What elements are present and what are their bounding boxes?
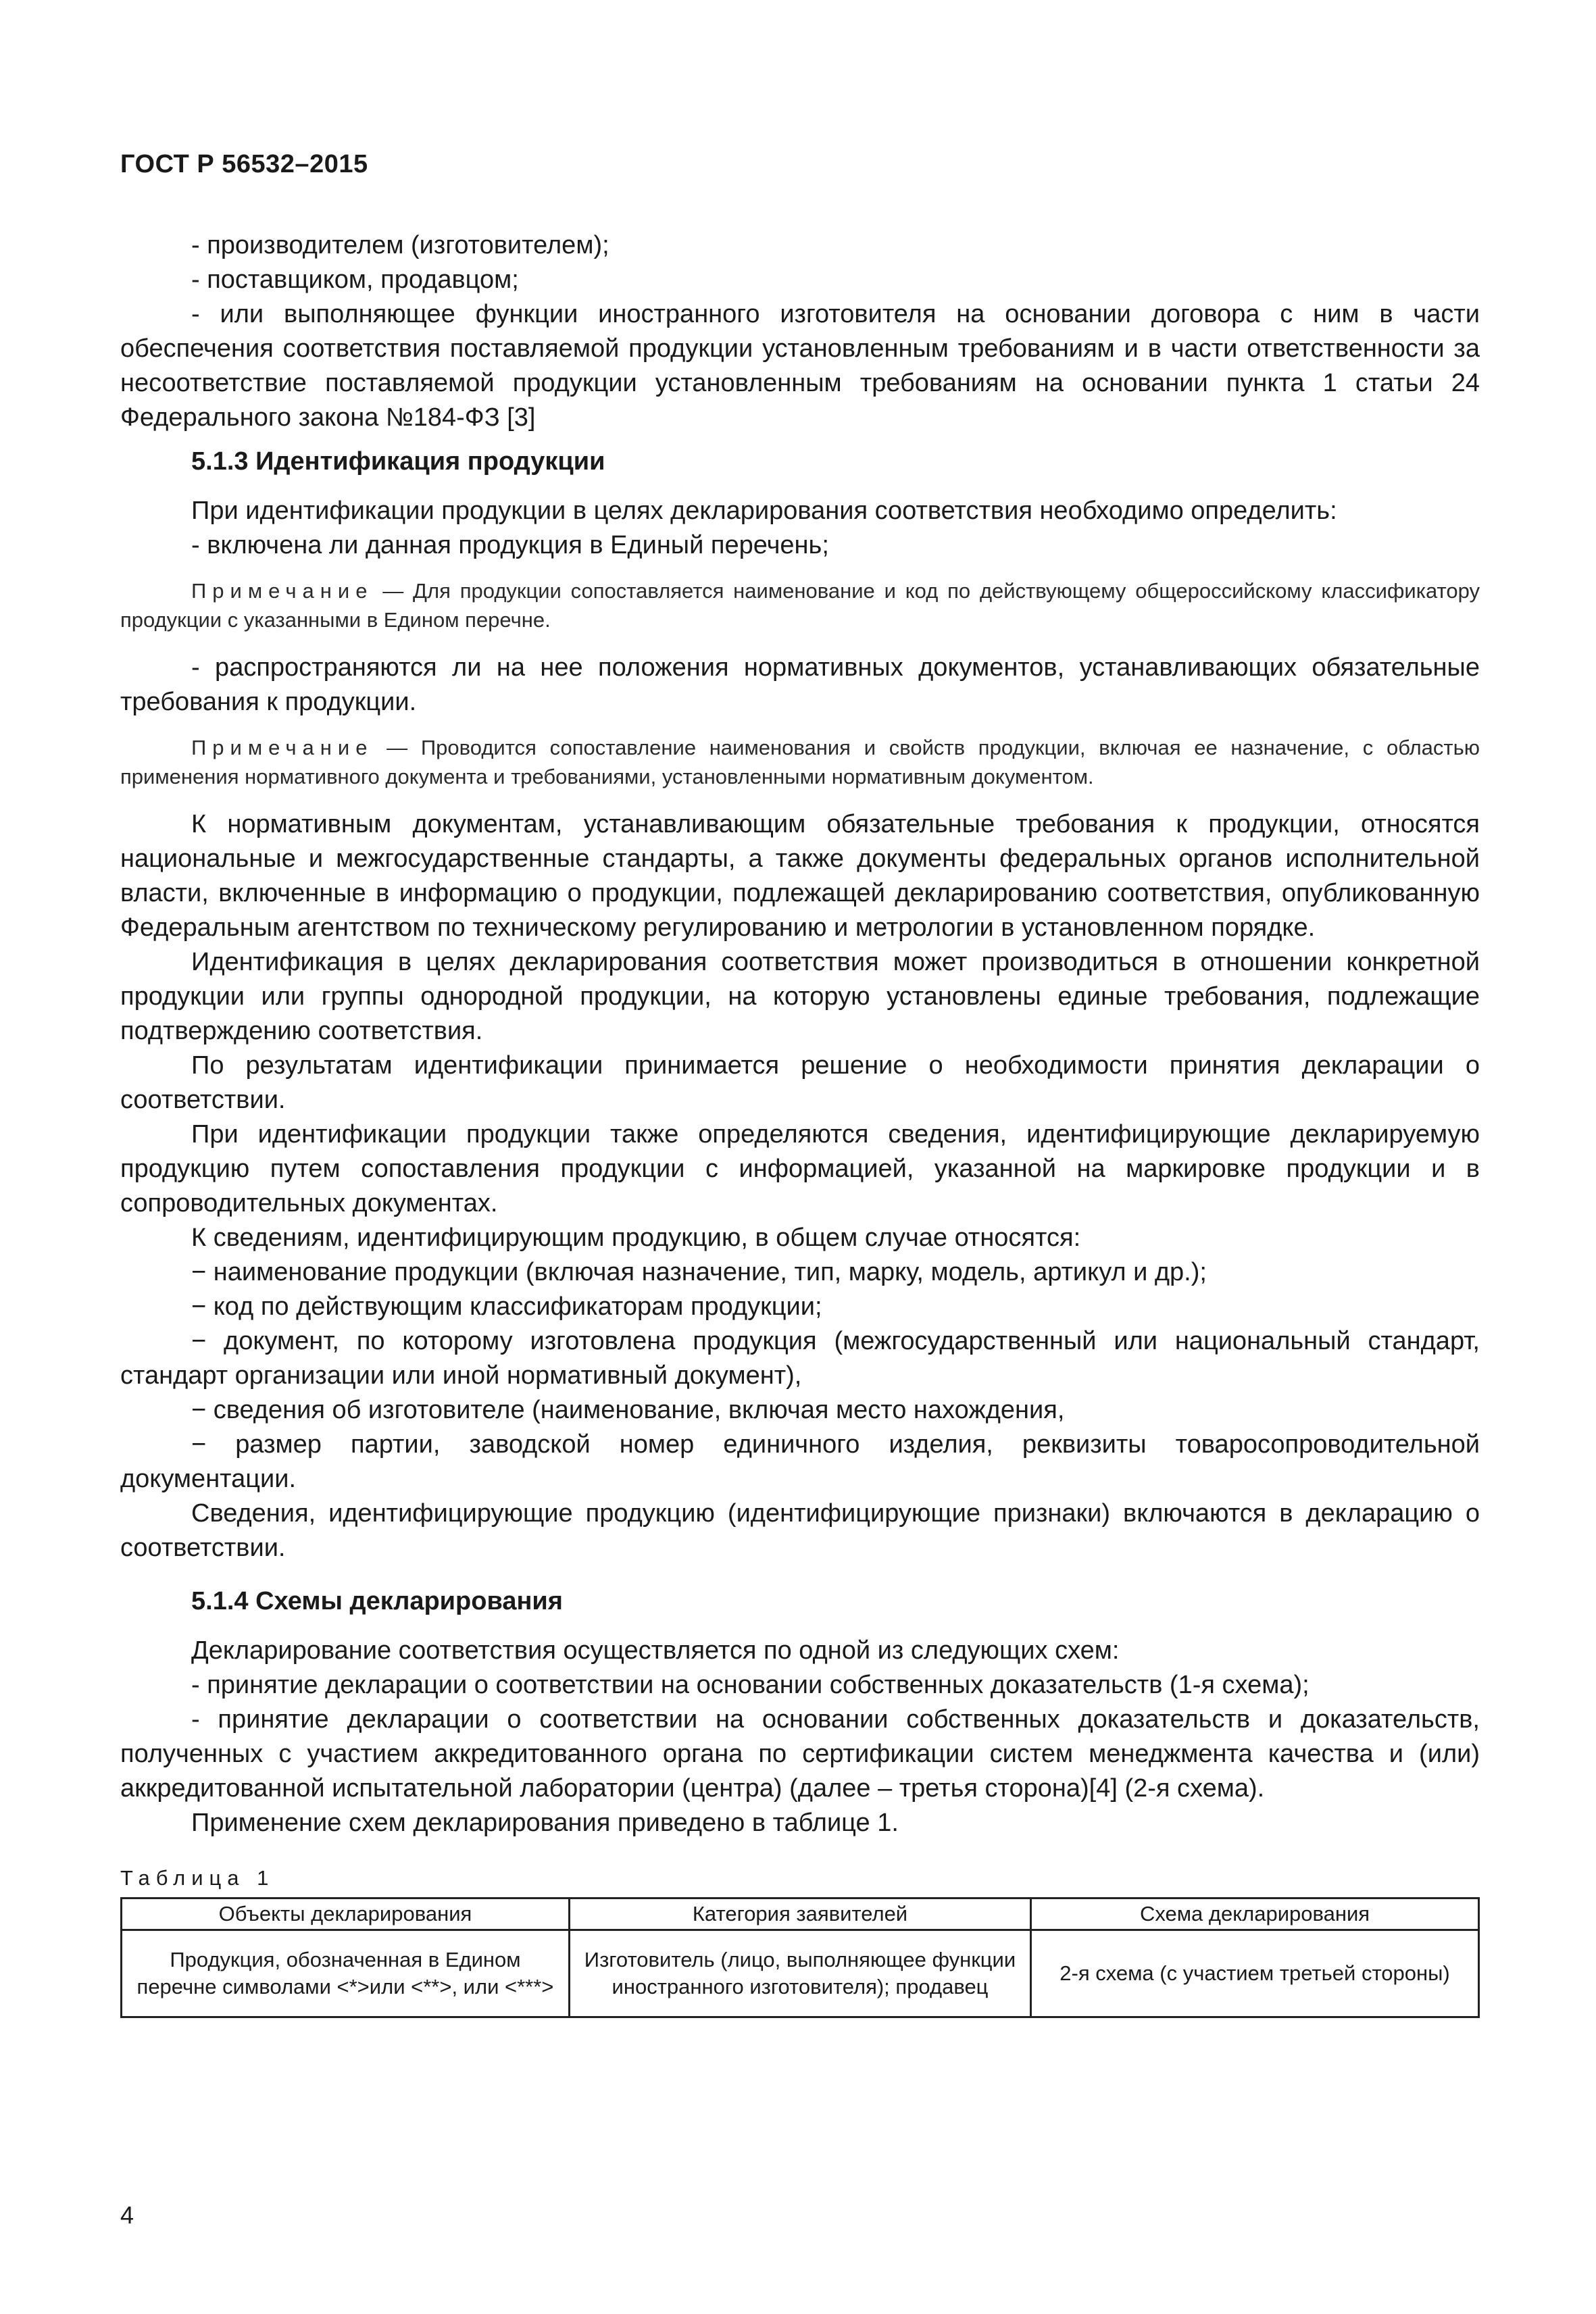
table-cell: Продукция, обозначенная в Едином перечне символами <*>или <**>, или <***> <box>122 1930 570 2017</box>
table-cell: Изготовитель (лицо, выполняющее функции иностранного изготовителя); продавец <box>569 1930 1030 2017</box>
note-1-text: — Для продукции сопоставляется наименование и код по действующему общероссийскому классификатору продукции с указанными в Едином перечне. <box>120 579 1480 632</box>
paragraph: Сведения, идентифицирующие продукцию (идентифицирующие признаки) включаются в декларацию о соответствии. <box>120 1499 1480 1562</box>
table-row <box>122 1930 1479 2017</box>
note-2-text: — Проводится сопоставление наименования и свойств продукции, включая ее назначение, с областью применения нормативного документа и требованиями, установленными нормативным документом. <box>120 736 1480 788</box>
intro-item-3: - или выполняющее функции иностранного изготовителя на основании договора с ним в части обеспечения соответствия поставляемой продукции установленным требованиям и в части ответственности за несоответствие поставляемой продукции установленным требованиям на основании пункта 1 статьи 24 Федерального закона №184-ФЗ [3] <box>120 300 1480 432</box>
declaration-schemes-table <box>120 1897 1480 2018</box>
table-header-cell: Категория заявителей <box>569 1898 1030 1930</box>
list-item: − сведения об изготовителе (наименование, включая место нахождения, <box>191 1396 1065 1424</box>
list-item: − наименование продукции (включая назначение, тип, марку, модель, артикул и др.); <box>191 1258 1207 1286</box>
list-item: − размер партии, заводской номер единичного изделия, реквизиты товаросопроводительной документации. <box>120 1430 1480 1493</box>
section-513-title: 5.1.3 Идентификация продукции <box>191 447 605 476</box>
paragraph: Идентификация в целях декларирования соответствия может производиться в отношении конкретной продукции или группы однородной продукции, на которую установлены единые требования, подлежащие подтверждению соответствия. <box>120 948 1480 1045</box>
document-body <box>120 228 1480 2018</box>
section-513-p1: При идентификации продукции в целях декларирования соответствия необходимо определить: <box>191 497 1337 525</box>
list-item: - принятие декларации о соответствии на основании собственных доказательств и доказательств, полученных с участием аккредитованного органа по сертификации систем менеджмента качества и (или) аккредитованной испытательной лаборатории (центра) (далее – третья сторона)[4] (2-я схема). <box>120 1705 1480 1803</box>
note-1 <box>120 576 1480 634</box>
list-item: - принятие декларации о соответствии на основании собственных доказательств (1-я схема); <box>191 1671 1310 1699</box>
table-cell: 2-я схема (с участием третьей стороны) <box>1031 1930 1479 2017</box>
table-header-row <box>122 1898 1479 1930</box>
note-1-label: Примечание <box>191 579 374 603</box>
table-caption: Таблица 1 <box>120 1866 275 1890</box>
paragraph: Применение схем декларирования приведено в таблице 1. <box>191 1809 899 1837</box>
paragraph: К сведениям, идентифицирующим продукцию, в общем случае относятся: <box>191 1224 1081 1252</box>
document-header: ГОСТ Р 56532–2015 <box>120 150 368 178</box>
table-header-cell: Схема декларирования <box>1031 1898 1479 1930</box>
paragraph: При идентификации продукции также определяются сведения, идентифицирующие декларируемую продукцию путем сопоставления продукции с информацией, указанной на маркировке продукции и в сопроводительных документах. <box>120 1120 1480 1217</box>
table-header-cell: Объекты декларирования <box>122 1898 570 1930</box>
section-514-title: 5.1.4 Схемы декларирования <box>191 1587 563 1615</box>
paragraph: По результатам идентификации принимается решение о необходимости принятия декларации о соответствии. <box>120 1051 1480 1114</box>
note-2 <box>120 733 1480 791</box>
note-2-label: Примечание <box>191 736 374 759</box>
section-513-p3: - распространяются ли на нее положения нормативных документов, устанавливающих обязательные требования к продукции. <box>120 653 1480 716</box>
paragraph: Декларирование соответствия осуществляется по одной из следующих схем: <box>191 1636 1120 1665</box>
list-item: − документ, по которому изготовлена продукция (межгосударственный или национальный стандарт, стандарт организации или иной нормативный документ), <box>120 1327 1480 1390</box>
intro-item-2: - поставщиком, продавцом; <box>191 266 519 294</box>
paragraph: К нормативным документам, устанавливающим обязательные требования к продукции, относятся национальные и межгосударственные стандарты, а также документы федеральных органов исполнительной власти, включенные в информацию о продукции, подлежащей декларированию соответствия, опубликованную Федеральным агентством по техническому регулированию и метрологии в установленном порядке. <box>120 810 1480 942</box>
intro-item-1: - производителем (изготовителем); <box>191 231 609 259</box>
page-number: 4 <box>120 2201 134 2229</box>
section-513-p2: - включена ли данная продукция в Единый перечень; <box>191 531 829 559</box>
list-item: − код по действующим классификаторам продукции; <box>191 1292 822 1321</box>
